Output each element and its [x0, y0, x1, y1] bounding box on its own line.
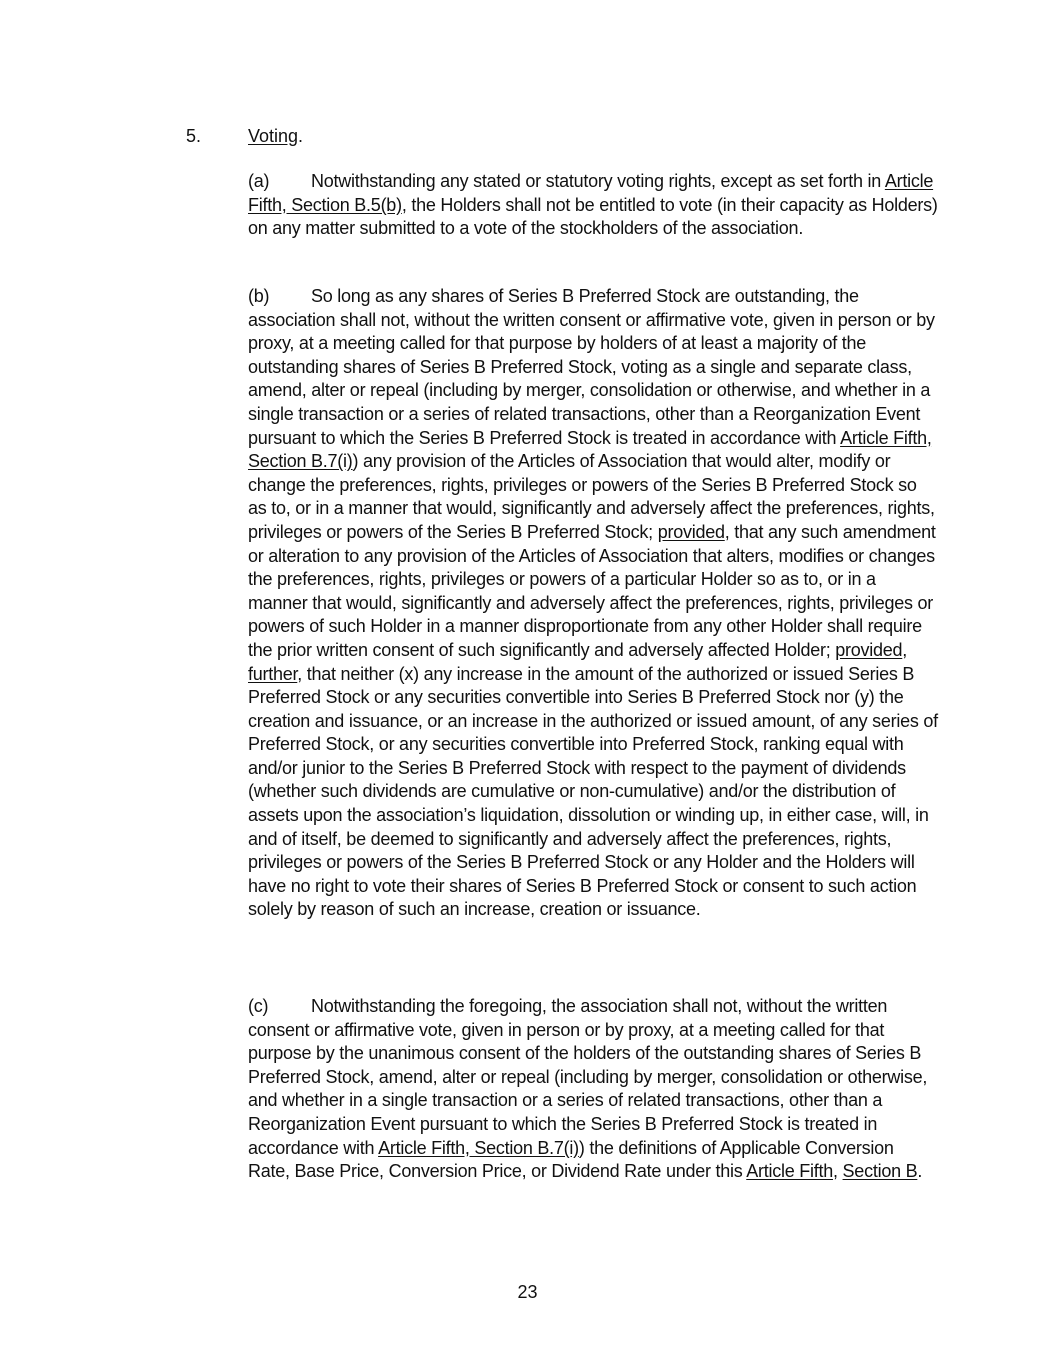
cross-reference-b7i: Article Fifth, Section B.7(i): [248, 427, 932, 472]
section-title-punctuation: .: [298, 126, 304, 146]
section-title: Voting: [248, 126, 299, 146]
section-number: 5.: [186, 126, 202, 146]
provided-term: provided: [835, 639, 903, 660]
page-number: 23: [517, 1282, 538, 1302]
paragraph-a-text: , the Holders shall not be entitled to vote (in their capacity as Holders) on any matter submitted to a vote of the stockholders of the association.: [248, 194, 938, 239]
paragraph-c-text: ,: [833, 1161, 843, 1182]
further-term: further: [248, 663, 298, 684]
paragraph-c-marker: (c): [248, 996, 269, 1016]
paragraph-c-text: ) the definitions of Applicable Conversion Rate, Base Price, Conversion Price, or Dividend Rate under this: [248, 1137, 894, 1182]
cross-reference-article-fifth: Article Fifth: [746, 1161, 834, 1182]
paragraph-b-marker: (b): [248, 286, 270, 306]
paragraph-b-text: , that neither (x) any increase in the amount of the authorized or issued Series B Preferred Stock or any securities convertible into Series B Preferred Stock nor (y) the creation and issuance, or an increase in the authorized or issued amount, of any series of Preferred Stock, or any securities convertible into Preferred Stock, ranking equal with and/or junior to the Series B Preferred Stock with respect to the payment of dividends (whether such dividends are cumulative or non-cumulative) and/or the distribution of assets upon the association’s liquidation, dissolution or winding up, in either case, will, in and of itself, be deemed to significantly and adversely affect the preferences, rights, privileges or powers of the Series B Preferred Stock or any Holder and the Holders will have no right to vote their shares of Series B Preferred Stock or consent to such action solely by reason of such an increase, creation or issuance.: [248, 663, 938, 920]
cross-reference-b7i: Article Fifth, Section B.7(i): [378, 1137, 579, 1158]
paragraph-a-marker: (a): [248, 171, 270, 191]
paragraph-a: [248, 170, 938, 241]
paragraph-b-text: ) any provision of the Articles of Association that would alter, modify or change the preferences, rights, privileges or powers of the Series B Preferred Stock so as to, or in a manner that would, significantly and adversely affect the preferences, rights, privileges or powers of the Series B Preferred Stock;: [248, 451, 935, 542]
cross-reference-b5b: Article Fifth, Section B.5(b): [248, 171, 934, 215]
paragraph-a-text: Notwithstanding any stated or statutory voting rights, except as set forth in: [311, 171, 885, 191]
paragraph-b-text: , that any such amendment or alteration to any provision of the Articles of Association that alters, modifies or changes the preferences, rights, privileges or powers of a particular Holder so as to, or in a manner that would, significantly and adversely affect the preferences, rights, privileges or powers of such Holder in a manner disproportionate from any other Holder shall require the prior written consent of such significantly and adversely affected Holder;: [248, 521, 936, 660]
paragraph-c-text: .: [917, 1161, 923, 1182]
cross-reference-section-b: Section B: [842, 1161, 918, 1182]
paragraph-c-text: Notwithstanding the foregoing, the association shall not, without the written consent or affirmative vote, given in person or by proxy, at a meeting called for that purpose by the unanimous consent of the holders of the outstanding shares of Series B Preferred Stock, amend, alter or repeal (including by merger, consolidation or otherwise, and whether in a single transaction or a series of related transactions, other than a Reorganization Event pursuant to which the Series B Preferred Stock is treated in accordance with: [248, 996, 928, 1158]
provided-term: provided: [657, 521, 725, 542]
section-heading: [186, 125, 303, 149]
paragraph-b: [248, 285, 938, 922]
paragraph-b-text: ,: [902, 639, 908, 660]
paragraph-c: [248, 995, 938, 1184]
paragraph-b-text: So long as any shares of Series B Preferred Stock are outstanding, the association shall not, without the written consent or affirmative vote, given in person or by proxy, at a meeting called for that purpose by holders of at least a majority of the outstanding shares of Series B Preferred Stock, voting as a single and separate class, amend, alter or repeal (including by merger, consolidation or otherwise, and whether in a single transaction or a series of related transactions, other than a Reorganization Event pursuant to which the Series B Preferred Stock is treated in accordance with: [248, 286, 935, 448]
